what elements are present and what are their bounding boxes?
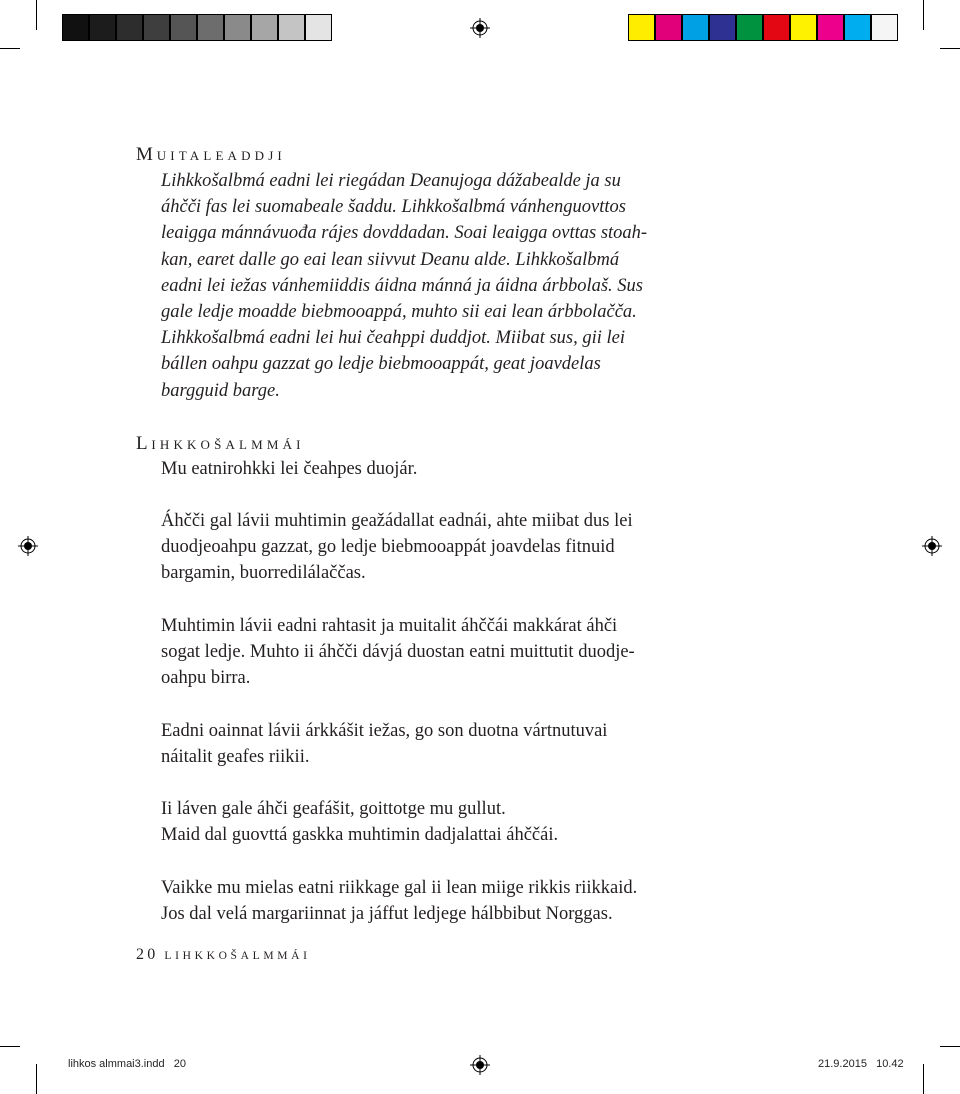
color-swatch [278, 14, 305, 41]
text-line: Eadni oainnat lávii árkkášit iežas, go son duotna vártnutuvai [161, 721, 608, 741]
color-swatch [736, 14, 763, 41]
page-number: 20 [136, 946, 159, 963]
text-line: duodjeoahpu gazzat, go ledje biebmooappát joavdelas fitnuid [161, 537, 615, 558]
color-swatch [655, 14, 682, 41]
text-line: oahpu birra. [161, 668, 251, 689]
color-swatch [305, 14, 332, 41]
text-line: kan, earet dalle go eai lean siivvut Deanu alde. Lihkkošalbmá [161, 249, 620, 270]
section2-paragraph [161, 718, 721, 770]
color-swatch [170, 14, 197, 41]
slug-datetime: 21.9.2015 10.42 [818, 1058, 904, 1070]
crop-mark [940, 1046, 960, 1047]
crop-mark [923, 1064, 924, 1094]
text-line: bállen oahpu gazzat go ledje biebmooappát, geat joavdelas [161, 354, 601, 375]
crop-mark [36, 0, 37, 30]
text-line: áhčči fas lei suomabeale šaddu. Lihkkošalbmá vánhenguovttos [161, 197, 627, 218]
text-line: Ii láven gale áhči geafášit, goittotge mu gullut. [161, 799, 506, 819]
color-swatch [763, 14, 790, 41]
section2-intro [161, 456, 721, 482]
registration-mark-icon [470, 18, 490, 38]
crop-mark [0, 48, 20, 49]
crop-mark [0, 1046, 20, 1047]
text-line: náitalit geafes riikii. [161, 747, 310, 768]
color-swatch [143, 14, 170, 41]
text-line: Mu eatnirohkki lei čeahpes duojár. [161, 459, 418, 479]
heading-rest: UITALEADDJI [156, 148, 286, 163]
heading-initial: M [136, 144, 157, 165]
slug-filename: lihkos almmai3.indd 20 [68, 1058, 187, 1070]
color-swatch [817, 14, 844, 41]
section2-paragraph [161, 796, 721, 848]
crop-mark [940, 48, 960, 49]
section1-body [161, 168, 721, 404]
crop-mark [923, 0, 924, 30]
color-swatch [89, 14, 116, 41]
text-line: Áhčči gal lávii muhtimin geažádallat eadnái, ahte miibat dus lei [161, 511, 633, 531]
color-swatch [116, 14, 143, 41]
text-line: eadni lei iežas vánhemiiddis áidna mánná ja áidna árbbolaš. Sus [161, 275, 644, 296]
text-line: leaigga mánnávuođa rájes dovddadan. Soai leaigga ovttas stoah- [161, 223, 648, 244]
section2-paragraph [161, 875, 721, 927]
crop-mark [36, 1064, 37, 1094]
text-line: Jos dal velá margariinnat ja jáffut ledjege hálbbibut Norggas. [161, 904, 613, 925]
color-swatch [197, 14, 224, 41]
color-swatch [682, 14, 709, 41]
registration-mark-icon [18, 536, 38, 556]
text-line: Vaikke mu mielas eatni riikkage gal ii lean miige rikkis riikkaid. [161, 878, 638, 898]
color-swatch [224, 14, 251, 41]
color-swatch [790, 14, 817, 41]
registration-mark-icon [470, 1055, 490, 1075]
heading-rest: IHKKOŠALMMÁI [151, 437, 305, 452]
text-line: bargamin, buorredilálaččas. [161, 563, 366, 584]
heading-initial: L [136, 433, 152, 454]
text-line: Muhtimin lávii eadni rahtasit ja muitalit áhččái makkárat áhči [161, 616, 618, 636]
gray-color-bar [62, 14, 332, 41]
running-head: LIHKKOŠALMMÁI [164, 950, 311, 962]
color-swatch [62, 14, 89, 41]
text-line: Lihkkošalbmá eadni lei riegádan Deanujoga dážabealde ja su [161, 171, 621, 191]
color-swatch [871, 14, 898, 41]
color-swatch [709, 14, 736, 41]
section2-paragraph [161, 508, 721, 587]
section-heading-muitaleaddji [136, 143, 286, 168]
text-line: Maid dal guovttá gaskka muhtimin dadjalattai áhččái. [161, 825, 559, 846]
text-line: gale ledje moadde biebmooappá, muhto sii eai lean árbbolačča. [161, 302, 637, 323]
section2-paragraph [161, 613, 721, 692]
color-swatch [844, 14, 871, 41]
text-line: bargguid barge. [161, 380, 280, 401]
registration-mark-icon [922, 536, 942, 556]
page-footer [136, 946, 311, 964]
text-line: Lihkkošalbmá eadni lei hui čeahppi duddjot. Miibat sus, gii lei [161, 328, 625, 349]
cmyk-color-bar [628, 14, 898, 41]
color-swatch [628, 14, 655, 41]
color-swatch [251, 14, 278, 41]
text-line: sogat ledje. Muhto ii áhčči dávjá duostan eatni muittutit duodje- [161, 642, 635, 663]
section-heading-lihkkosalmmai [136, 432, 305, 457]
